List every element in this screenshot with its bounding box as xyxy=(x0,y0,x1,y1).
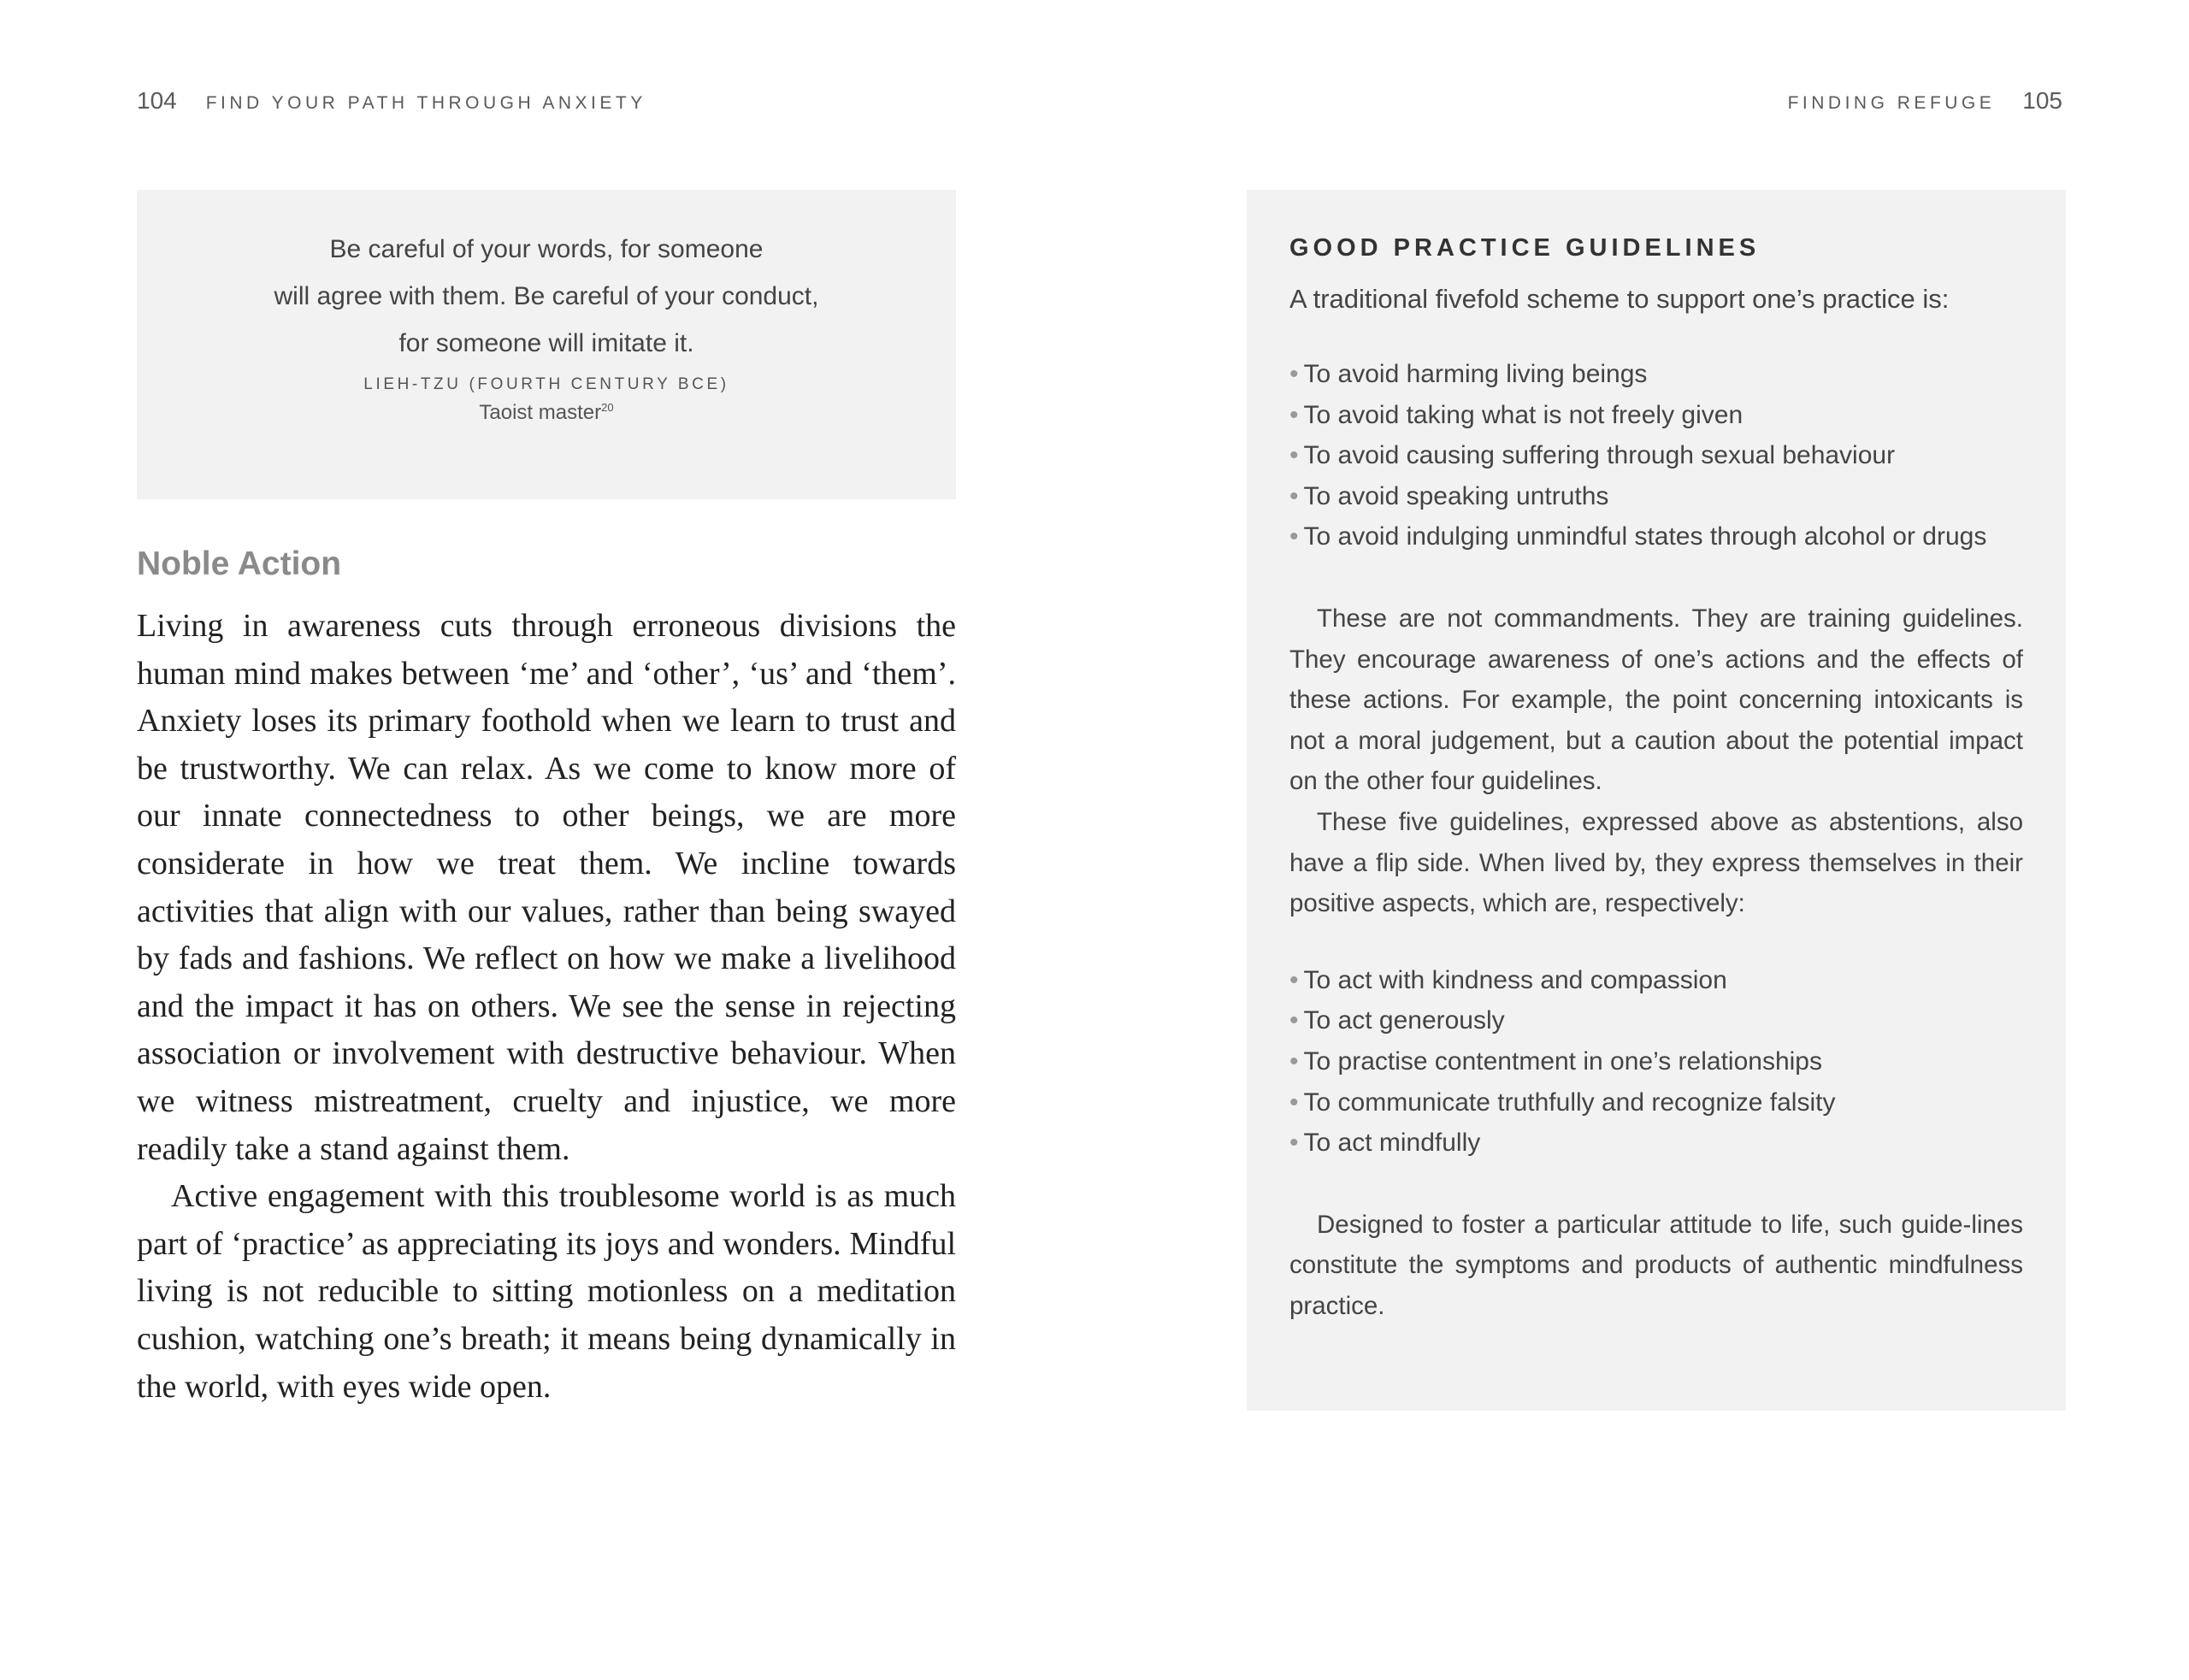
list-item xyxy=(1289,1123,2023,1164)
left-page-number: 104 xyxy=(137,87,177,114)
list-item-text: To avoid indulging unmindful states through alcohol or drugs xyxy=(1303,522,1987,551)
book-title: FIND YOUR PATH THROUGH ANXIETY xyxy=(205,93,646,113)
right-running-head xyxy=(1788,87,2062,121)
quote-text xyxy=(137,226,956,367)
left-running-head xyxy=(137,87,646,121)
guidelines-paragraph: These five guidelines, expressed above as abstentions, also have a flip side. When lived by, they express themselves in their positive aspects, which are, respectively: xyxy=(1289,807,2023,918)
list-item-text: To avoid taking what is not freely given xyxy=(1303,400,1744,429)
bullet-icon: • xyxy=(1289,481,1299,510)
list-item xyxy=(1289,435,2023,476)
list-item xyxy=(1289,354,2023,395)
bullet-icon: • xyxy=(1289,522,1299,551)
bullet-icon: • xyxy=(1289,360,1299,388)
list-item-text: To avoid speaking untruths xyxy=(1303,481,1609,510)
body-paragraph: Living in awareness cuts through erroneous divisions the human mind makes between ‘me’ and ‘other’, ‘us’ and ‘them’. Anxiety loses its primary foothold when we learn to trust and be trustworthy. We can relax. As we come to know more of our innate connectedness to other beings, we are more considerate in how we treat them. We incline towards activities that align with our values, rather than being swayed by fads and fashions. We reflect on how we make a livelihood and the impact it has on others. We see the sense in rejecting association or involvement with destructive behaviour. When we witness mistreatment, cruelty and injustice, we more readily take a stand against them. xyxy=(137,608,956,1167)
bullet-icon: • xyxy=(1289,965,1299,994)
list-item xyxy=(1289,1041,2023,1082)
guidelines-heading: GOOD PRACTICE GUIDELINES xyxy=(1289,234,1761,262)
list-item xyxy=(1289,395,2023,436)
quote-line: for someone will imitate it. xyxy=(398,329,694,357)
list-item-text: To act mindfully xyxy=(1303,1129,1481,1158)
bullet-icon: • xyxy=(1289,1006,1299,1035)
list-item xyxy=(1289,1082,2023,1123)
footnote-marker: 20 xyxy=(601,401,614,414)
section-heading: Noble Action xyxy=(137,545,342,582)
positive-aspects-list xyxy=(1289,960,2023,1164)
list-item xyxy=(1289,1000,2023,1041)
list-item-text: To avoid harming living beings xyxy=(1303,360,1648,388)
guidelines-intro: A traditional fivefold scheme to support one’s practice is: xyxy=(1289,284,1950,314)
guidelines-paragraph: These are not commandments. They are training guidelines. They encourage awareness of one’s actions and the effects of these actions. For example, the point concerning intoxicants is not a moral judgement, but a caution about the potential impact on the other four guidelines. xyxy=(1289,604,2023,796)
quote-line: Be careful of your words, for someone xyxy=(329,235,764,263)
list-item-text: To act generously xyxy=(1303,1006,1505,1035)
list-item xyxy=(1289,516,2023,557)
bullet-icon: • xyxy=(1289,441,1299,470)
quote-box xyxy=(137,190,956,499)
bullet-icon: • xyxy=(1289,400,1299,429)
right-page-number: 105 xyxy=(2022,87,2062,114)
left-body-text xyxy=(137,603,956,1411)
bullet-icon: • xyxy=(1289,1129,1299,1158)
guidelines-paragraph: Designed to foster a particular attitude to life, such guide-lines constitute the symptoms and products of authentic mindfulness practice. xyxy=(1289,1210,2023,1320)
quote-role xyxy=(137,401,956,425)
quote-attribution: LIEH-TZU (FOURTH CENTURY BCE) xyxy=(363,375,729,393)
list-item-text: To practise contentment in one’s relationships xyxy=(1303,1046,1822,1076)
list-item-text: To communicate truthfully and recognize falsity xyxy=(1303,1088,1836,1117)
guidelines-box xyxy=(1247,190,2066,1411)
list-item-text: To act with kindness and compassion xyxy=(1303,965,1727,994)
list-item xyxy=(1289,476,2023,517)
body-paragraph: Active engagement with this troublesome world is as much part of ‘practice’ as appreciating its joys and wonders. Mindful living is not reducible to sitting motionless on a meditation cushion, watching one’s breath; it means being dynamically in the world, with eyes wide open. xyxy=(137,1178,956,1405)
bullet-icon: • xyxy=(1289,1088,1299,1117)
chapter-title: FINDING REFUGE xyxy=(1787,93,1996,113)
abstentions-list xyxy=(1289,354,2023,557)
quote-line: will agree with them. Be careful of your conduct, xyxy=(274,282,819,310)
list-item-text: To avoid causing suffering through sexual behaviour xyxy=(1303,441,1896,470)
quote-role-text: Taoist master xyxy=(479,401,602,424)
list-item xyxy=(1289,960,2023,1001)
bullet-icon: • xyxy=(1289,1046,1299,1076)
